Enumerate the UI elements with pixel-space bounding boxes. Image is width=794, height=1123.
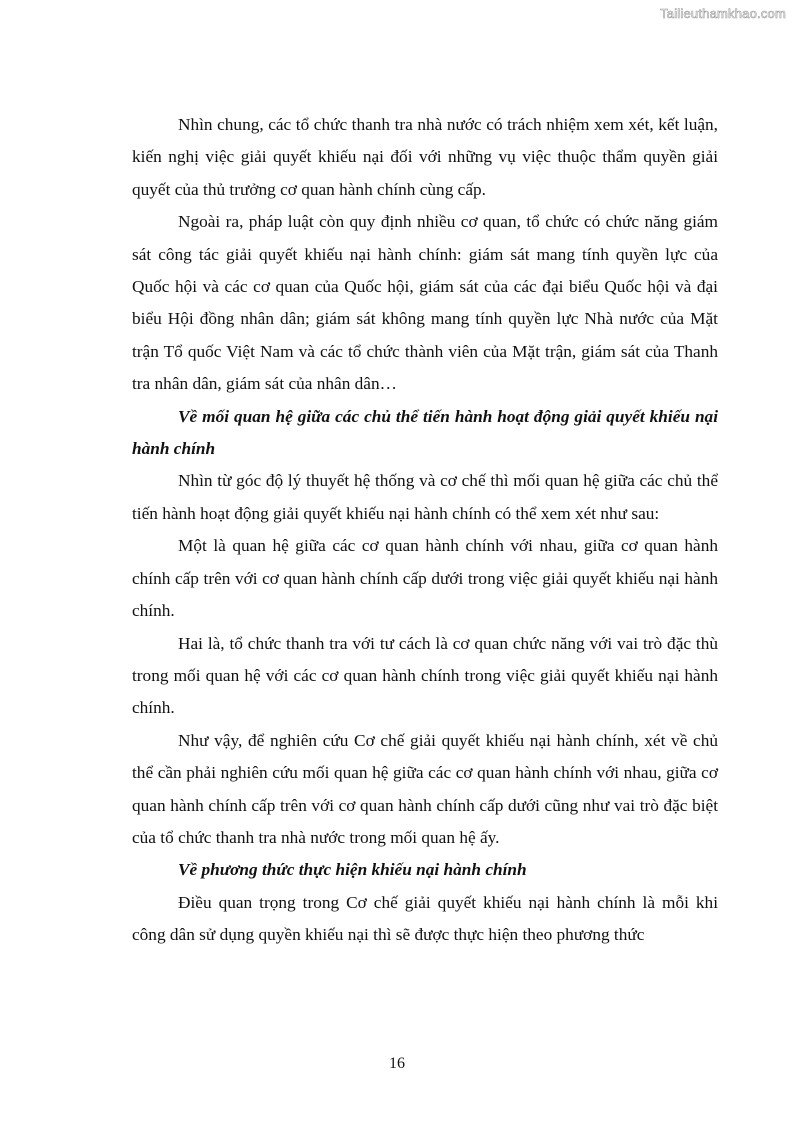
paragraph-methods-intro: Điều quan trọng trong Cơ chế giải quyết khiếu nại hành chính là mỗi khi công dân sử dụng quyền khiếu nại thì sẽ được thực hiện theo phương thức [132,892,718,945]
page-number: 16 [389,1055,405,1072]
paragraph-first-relationship: Một là quan hệ giữa các cơ quan hành chính với nhau, giữa cơ quan hành chính cấp trên với cơ quan hành chính cấp dưới trong việc giải quyết khiếu nại hành chính. [132,536,718,621]
paragraph-second-relationship: Hai là, tổ chức thanh tra với tư cách là cơ quan chức năng với vai trò đặc thù trong mối quan hệ với các cơ quan hành chính trong việc giải quyết khiếu nại hành chính. [132,633,718,718]
section-heading-methods: Về phương thức thực hiện khiếu nại hành chính [178,860,527,880]
paragraph-conclusion: Như vậy, để nghiên cứu Cơ chế giải quyết khiếu nại hành chính, xét về chủ thể cần phải nghiên cứu mối quan hệ giữa các cơ quan hành chính với nhau, giữa cơ quan hành chính cấp trên với cơ quan hành chính cấp dưới cũng như vai trò đặc biệt của tổ chức thanh tra nhà nước trong mối quan hệ ấy. [132,730,718,847]
paragraph-systems-view: Nhìn từ góc độ lý thuyết hệ thống và cơ chế thì mối quan hệ giữa các chủ thể tiến hành hoạt động giải quyết khiếu nại hành chính có thể xem xét như sau: [132,471,718,523]
watermark-text: Tailieuthamkhao.com [660,6,786,21]
paragraph-inspection-conclusion: Nhìn chung, các tổ chức thanh tra nhà nước có trách nhiệm xem xét, kết luận, kiến nghị việc giải quyết khiếu nại đối với những vụ việc thuộc thẩm quyền giải quyết của thủ trưởng cơ quan hành chính cùng cấp. [132,115,718,199]
document-body [132,109,718,952]
section-heading-relationships: Về mối quan hệ giữa các chủ thể tiến hành hoạt động giải quyết khiếu nại hành chính [132,406,718,459]
paragraph-supervision-bodies: Ngoài ra, pháp luật còn quy định nhiều cơ quan, tổ chức có chức năng giám sát công tác giải quyết khiếu nại hành chính: giám sát mang tính quyền lực của Quốc hội và các cơ quan của Quốc hội, giám sát của các đại biểu Quốc hội và đại biểu Hội đồng nhân dân; giám sát không mang tính quyền lực Nhà nước của Mặt trận Tổ quốc Việt Nam và các tổ chức thành viên của Mặt trận, giám sát của Thanh tra nhân dân, giám sát của nhân dân… [132,212,718,394]
